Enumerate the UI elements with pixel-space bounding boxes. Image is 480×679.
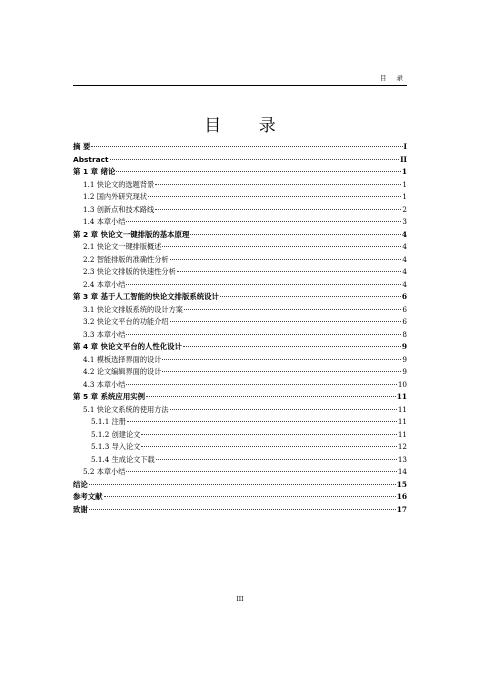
toc-entry-title: 2.3 快论文排版的快速性分析	[83, 267, 176, 276]
dot-leader	[156, 459, 397, 460]
dot-leader	[126, 334, 401, 335]
dot-leader	[155, 184, 401, 185]
dot-leader	[89, 484, 396, 485]
toc-entry-title: 5.2 本章小结	[83, 467, 126, 476]
toc-entry-page: 13	[397, 454, 407, 464]
toc-entry-page: 11	[396, 392, 407, 401]
toc-entry-title: 第 1 章 绪论	[73, 167, 116, 176]
dot-leader	[162, 359, 401, 360]
toc-entry-title: 5.1 快论文系统的使用方法	[83, 404, 169, 414]
toc-entry[interactable]	[73, 329, 407, 342]
toc-entry-page: 14	[397, 467, 407, 476]
dot-leader	[126, 284, 401, 285]
dot-leader	[89, 509, 396, 510]
toc-entry[interactable]	[73, 379, 407, 392]
toc-entry-title: 第 4 章 快论文平台的人性化设计	[73, 342, 182, 351]
dot-leader	[170, 321, 402, 322]
toc-entry-page: 16	[396, 492, 407, 501]
toc-entry-title: 摘 要	[73, 142, 91, 151]
dot-leader	[155, 209, 401, 210]
toc-entry[interactable]	[73, 504, 407, 517]
toc-entry-title: 3.3 本章小结	[83, 329, 126, 339]
toc-entry[interactable]	[73, 441, 407, 454]
dot-leader	[146, 396, 396, 397]
dot-leader	[170, 409, 397, 410]
toc-entry[interactable]	[73, 304, 407, 317]
toc-entry[interactable]	[73, 479, 407, 492]
toc-entry-page: 1	[402, 179, 407, 189]
toc-entry-page: 11	[397, 429, 407, 439]
toc-entry[interactable]	[73, 241, 407, 254]
toc-entry-page: 4	[402, 267, 407, 276]
toc-entry[interactable]	[73, 179, 407, 192]
toc-entry[interactable]	[73, 429, 407, 442]
toc-entry[interactable]	[73, 354, 407, 367]
toc-entry[interactable]	[73, 229, 407, 242]
dot-leader	[177, 271, 402, 272]
dot-leader	[126, 384, 396, 385]
toc-entry[interactable]	[73, 279, 407, 292]
toc-entry-title: 2.4 本章小结	[83, 279, 126, 289]
toc-entry-title: 1.4 本章小结	[83, 217, 126, 226]
dot-leader	[110, 159, 400, 160]
toc-entry[interactable]	[73, 204, 407, 217]
page-title: 目 录	[204, 116, 292, 136]
toc-entry[interactable]	[73, 141, 407, 154]
dot-leader	[184, 309, 401, 310]
toc-entry-title: 第 2 章 快论文一键排版的基本原理	[73, 229, 190, 239]
toc-entry-title: 1.3 创新点和技术路线	[83, 204, 155, 214]
toc-entry[interactable]	[73, 191, 407, 204]
page-number: III	[236, 596, 244, 603]
toc-entry[interactable]	[73, 166, 407, 179]
dot-leader	[141, 434, 397, 435]
toc-entry-page: II	[400, 154, 407, 164]
toc-entry-title: 4.3 本章小结	[83, 379, 126, 389]
toc-entry-title: 5.1.1 注册	[91, 417, 126, 426]
toc-entry[interactable]	[73, 254, 407, 267]
toc-entry-page: I	[403, 142, 407, 151]
dot-leader	[183, 346, 401, 347]
toc-entry[interactable]	[73, 391, 407, 404]
toc-entry-page: 6	[402, 304, 407, 314]
toc-entry[interactable]	[73, 316, 407, 329]
dot-leader	[126, 221, 401, 222]
table-of-contents	[73, 141, 407, 516]
toc-entry-page: 4	[402, 242, 407, 251]
toc-entry-page: 17	[396, 504, 407, 514]
toc-entry[interactable]	[73, 366, 407, 379]
toc-entry-page: 6	[402, 317, 407, 326]
toc-entry-page: 2	[402, 204, 407, 214]
toc-entry-page: 8	[402, 329, 407, 339]
dot-leader	[148, 196, 401, 197]
toc-entry[interactable]	[73, 466, 407, 479]
toc-entry-page: 4	[402, 279, 407, 289]
toc-entry-page: 1	[402, 192, 407, 201]
toc-entry-title: 5.1.3 导入论文	[91, 442, 141, 451]
dot-leader	[104, 496, 396, 497]
toc-entry[interactable]	[73, 291, 407, 304]
toc-entry-title: 第 5 章 系统应用实例	[73, 392, 145, 401]
toc-entry-page: 9	[402, 367, 407, 376]
toc-entry-title: 2.1 快论文一键排版概述	[83, 242, 162, 251]
toc-entry-page: 1	[401, 167, 407, 176]
running-header: 目 录	[73, 73, 407, 86]
toc-entry-page: 4	[401, 229, 407, 239]
toc-entry[interactable]	[73, 416, 407, 429]
toc-entry[interactable]	[73, 404, 407, 417]
toc-entry-page: 11	[397, 404, 407, 414]
toc-entry-title: 1.2 国内外研究现状	[83, 192, 148, 201]
dot-leader	[141, 446, 397, 447]
toc-entry-page: 12	[397, 442, 407, 451]
toc-entry-title: 5.1.2 创建论文	[91, 429, 141, 439]
toc-entry-title: 3.1 快论文排版系统的设计方案	[83, 304, 183, 314]
toc-entry[interactable]	[73, 454, 407, 467]
toc-entry-title: 1.1 快论文的选题背景	[83, 179, 155, 189]
toc-entry-title: 参考文献	[73, 492, 103, 501]
dot-leader	[162, 371, 401, 372]
dot-leader	[91, 146, 402, 147]
toc-entry[interactable]	[73, 491, 407, 504]
toc-entry-title: 第 3 章 基于人工智能的快论文排版系统设计	[73, 292, 219, 301]
toc-entry-page: 4	[402, 254, 407, 264]
toc-entry-title: 4.1 模板选择界面的设计	[83, 354, 162, 364]
toc-entry-page: 9	[401, 342, 407, 351]
toc-entry-title: 致谢	[73, 504, 88, 514]
toc-entry-title: 4.2 论文编辑界面的设计	[83, 367, 162, 376]
toc-entry-page: 10	[397, 379, 407, 389]
toc-entry-title: Abstract	[73, 154, 109, 164]
dot-leader	[190, 234, 401, 235]
toc-entry-title: 3.2 快论文平台的功能介绍	[83, 317, 169, 326]
toc-entry-title: 5.1.4 生成论文下载	[91, 454, 155, 464]
dot-leader	[126, 471, 396, 472]
dot-leader	[116, 171, 400, 172]
toc-entry[interactable]	[73, 154, 407, 167]
dot-leader	[220, 296, 401, 297]
toc-entry-page: 6	[401, 292, 407, 301]
dot-leader	[170, 259, 402, 260]
toc-entry-title: 结论	[73, 479, 88, 489]
toc-entry[interactable]	[73, 216, 407, 229]
toc-entry-page: 15	[396, 479, 407, 489]
toc-entry-page: 3	[402, 217, 407, 226]
toc-entry[interactable]	[73, 266, 407, 279]
toc-entry[interactable]	[73, 341, 407, 354]
dot-leader	[127, 421, 397, 422]
toc-entry-page: 9	[402, 354, 407, 364]
toc-entry-page: 11	[397, 417, 407, 426]
dot-leader	[162, 246, 401, 247]
toc-entry-title: 2.2 智能排版的准确性分析	[83, 254, 169, 264]
